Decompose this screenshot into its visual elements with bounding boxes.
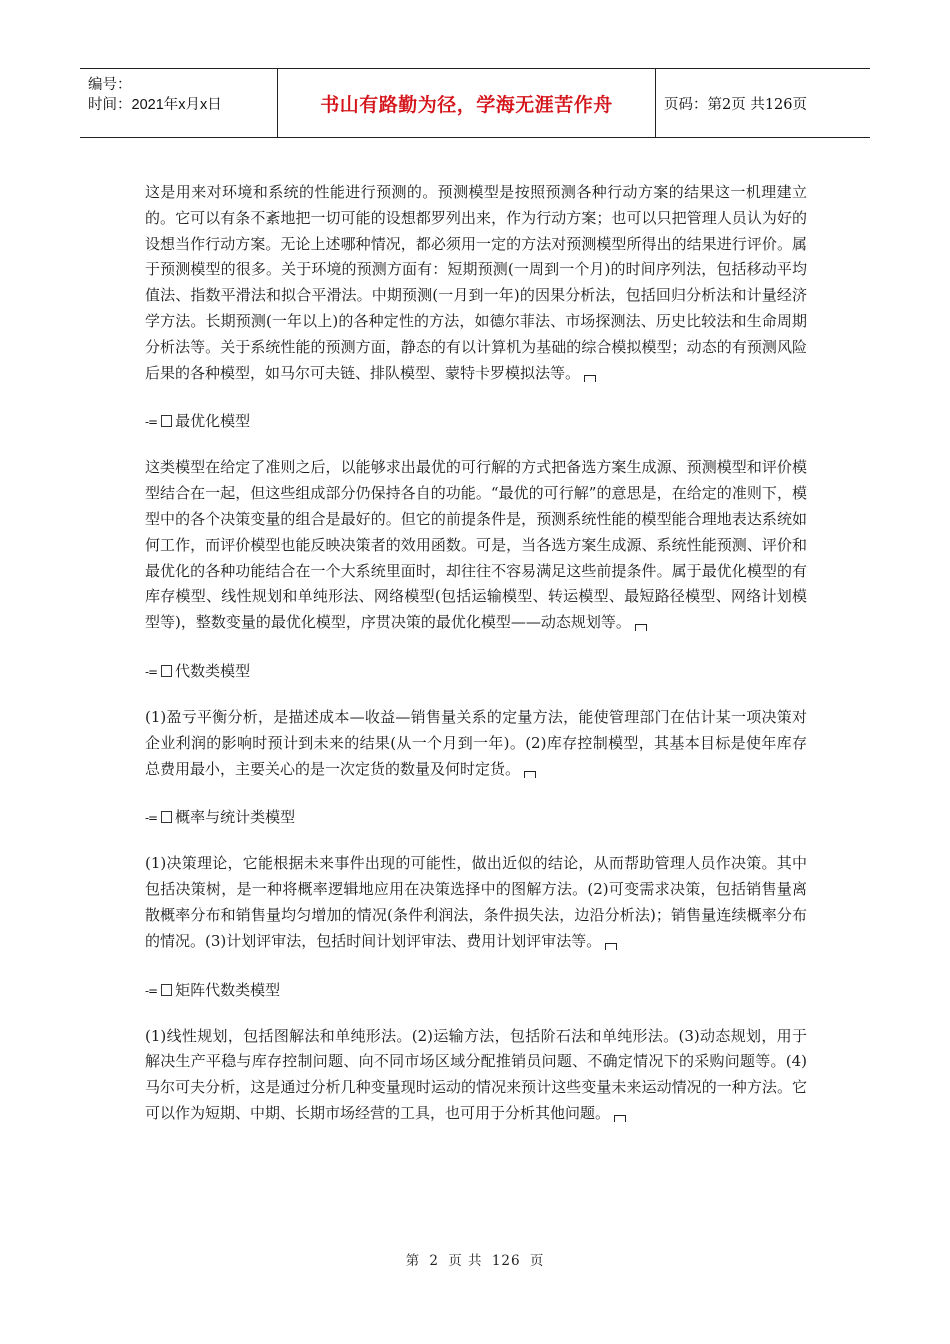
footer-suffix: 页 [529,1253,545,1269]
footer-total-pages: 126 [491,1253,521,1269]
document-number-label: 编号： [88,77,132,93]
header-meta-cell [80,69,278,137]
paragraph-matrix-model [145,1024,807,1127]
bullet-dash-icon: -= [145,983,158,998]
section-heading-text: 矩阵代数类模型 [175,980,281,999]
paragraph-mark-icon [584,375,596,382]
section-heading-probability [145,804,807,831]
document-body [145,180,807,1127]
section-heading-text: 最优化模型 [175,412,251,431]
section-heading-algebra [145,658,807,685]
paragraph-mark-icon [614,1115,626,1122]
checkbox-square-icon [161,665,172,677]
section-heading-text: 概率与统计类模型 [175,808,296,827]
bullet-dash-icon: -= [145,811,158,826]
paragraph-mark-icon [635,624,647,631]
header-motto: 书山有路勤为径，学海无涯苦作舟 [278,69,656,137]
paragraph-text: 这是用来对环境和系统的性能进行预测的。预测模型是按照预测各种行动方案的结果这一机理建立的。它可以有条不紊地把一切可能的设想都罗列出来，作为行动方案；也可以只把管理人员认为好的设想当作行动方案。无论上述哪种情况，都必须用一定的方法对预测模型所得出的结果进行评价。属于预测模型的很多。关于环境的预测方面有：短期预测(一周到一个月)的时间序列法，包括移动平均值法、指数平滑法和拟合平滑法。中期预测(一月到一年)的因果分析法，包括回归分析法和计量经济学方法。长期预测(一年以上)的各种定性的方法，如德尔菲法、市场探测法、历史比较法和生命周期分析法等。关于系统性能的预测方面，静态的有以计算机为基础的综合模拟模型；动态的有预测风险后果的各种模型，如马尔可夫链、排队模型、蒙特卡罗模拟法等。 [145,183,807,382]
section-heading-text: 代数类模型 [175,661,251,680]
bullet-dash-icon: -= [145,415,158,430]
header-page-info: 页码：第2页 共126页 [664,96,808,113]
checkbox-square-icon [161,415,172,427]
paragraph-probability-model [145,851,807,954]
section-heading-optimization [145,408,807,435]
footer-prefix: 第 [405,1253,421,1269]
paragraph-text: (1)决策理论，它能根据未来事件出现的可能性，做出近似的结论，从而帮助管理人员作决策。其中包括决策树，是一种将概率逻辑地应用在决策选择中的图解方法。(2)可变需求决策，包括销售量离散概率分布和销售量均匀增加的情况(条件利润法，条件损失法，边沿分析法)；销售量连续概率分布的情况。(3)计划评审法，包括时间计划评审法、费用计划评审法等。 [145,854,807,950]
page-header [80,68,870,138]
paragraph-mark-icon [524,771,536,778]
paragraph-prediction-model [145,180,807,386]
paragraph-mark-icon [605,943,617,950]
paragraph-text: 这类模型在给定了准则之后，以能够求出最优的可行解的方式把备选方案生成源、预测模型和评价模型结合在一起，但这些组成部分仍保持各自的功能。“最优的可行解”的意思是，在给定的准则下，模型中的各个决策变量的组合是最好的。但它的前提条件是，预测系统性能的模型能合理地表达系统如何工作，而评价模型也能反映决策者的效用函数。可是，当各选方案生成源、系统性能预测、评价和最优化的各种功能结合在一个大系统里面时，却往往不容易满足这些前提条件。属于最优化模型的有库存模型、线性规划和单纯形法、网络模型(包括运输模型、转运模型、最短路径模型、网络计划模型等)，整数变量的最优化模型，序贯决策的最优化模型——动态规划等。 [145,458,807,632]
checkbox-square-icon [161,984,172,996]
document-date-label: 时间：2021年x月x日 [88,97,222,113]
checkbox-square-icon [161,811,172,823]
footer-current-page: 2 [429,1253,439,1269]
section-heading-matrix [145,977,807,1004]
bullet-dash-icon: -= [145,664,158,679]
footer-middle: 页 共 [448,1253,483,1269]
paragraph-text: (1)线性规划，包括图解法和单纯形法。(2)运输方法，包括阶石法和单纯形法。(3)动态规划，用于解决生产平稳与库存控制问题、向不同市场区域分配推销员问题、不确定情况下的采购问题等。(4)马尔可夫分析，这是通过分析几种变量现时运动的情况来预计这些变量未来运动情况的一种方法。它可以作为短期、中期、长期市场经营的工具，也可用于分析其他问题。 [145,1026,807,1122]
page-footer [0,1249,950,1269]
paragraph-optimization-model [145,455,807,636]
paragraph-algebra-model [145,705,807,782]
paragraph-text: (1)盈亏平衡分析，是描述成本—收益—销售量关系的定量方法，能使管理部门在估计某一项决策对企业利润的影响时预计到未来的结果(从一个月到一年)。(2)库存控制模型，其基本目标是使年库存总费用最小，主要关心的是一次定货的数量及何时定货。 [145,707,807,778]
